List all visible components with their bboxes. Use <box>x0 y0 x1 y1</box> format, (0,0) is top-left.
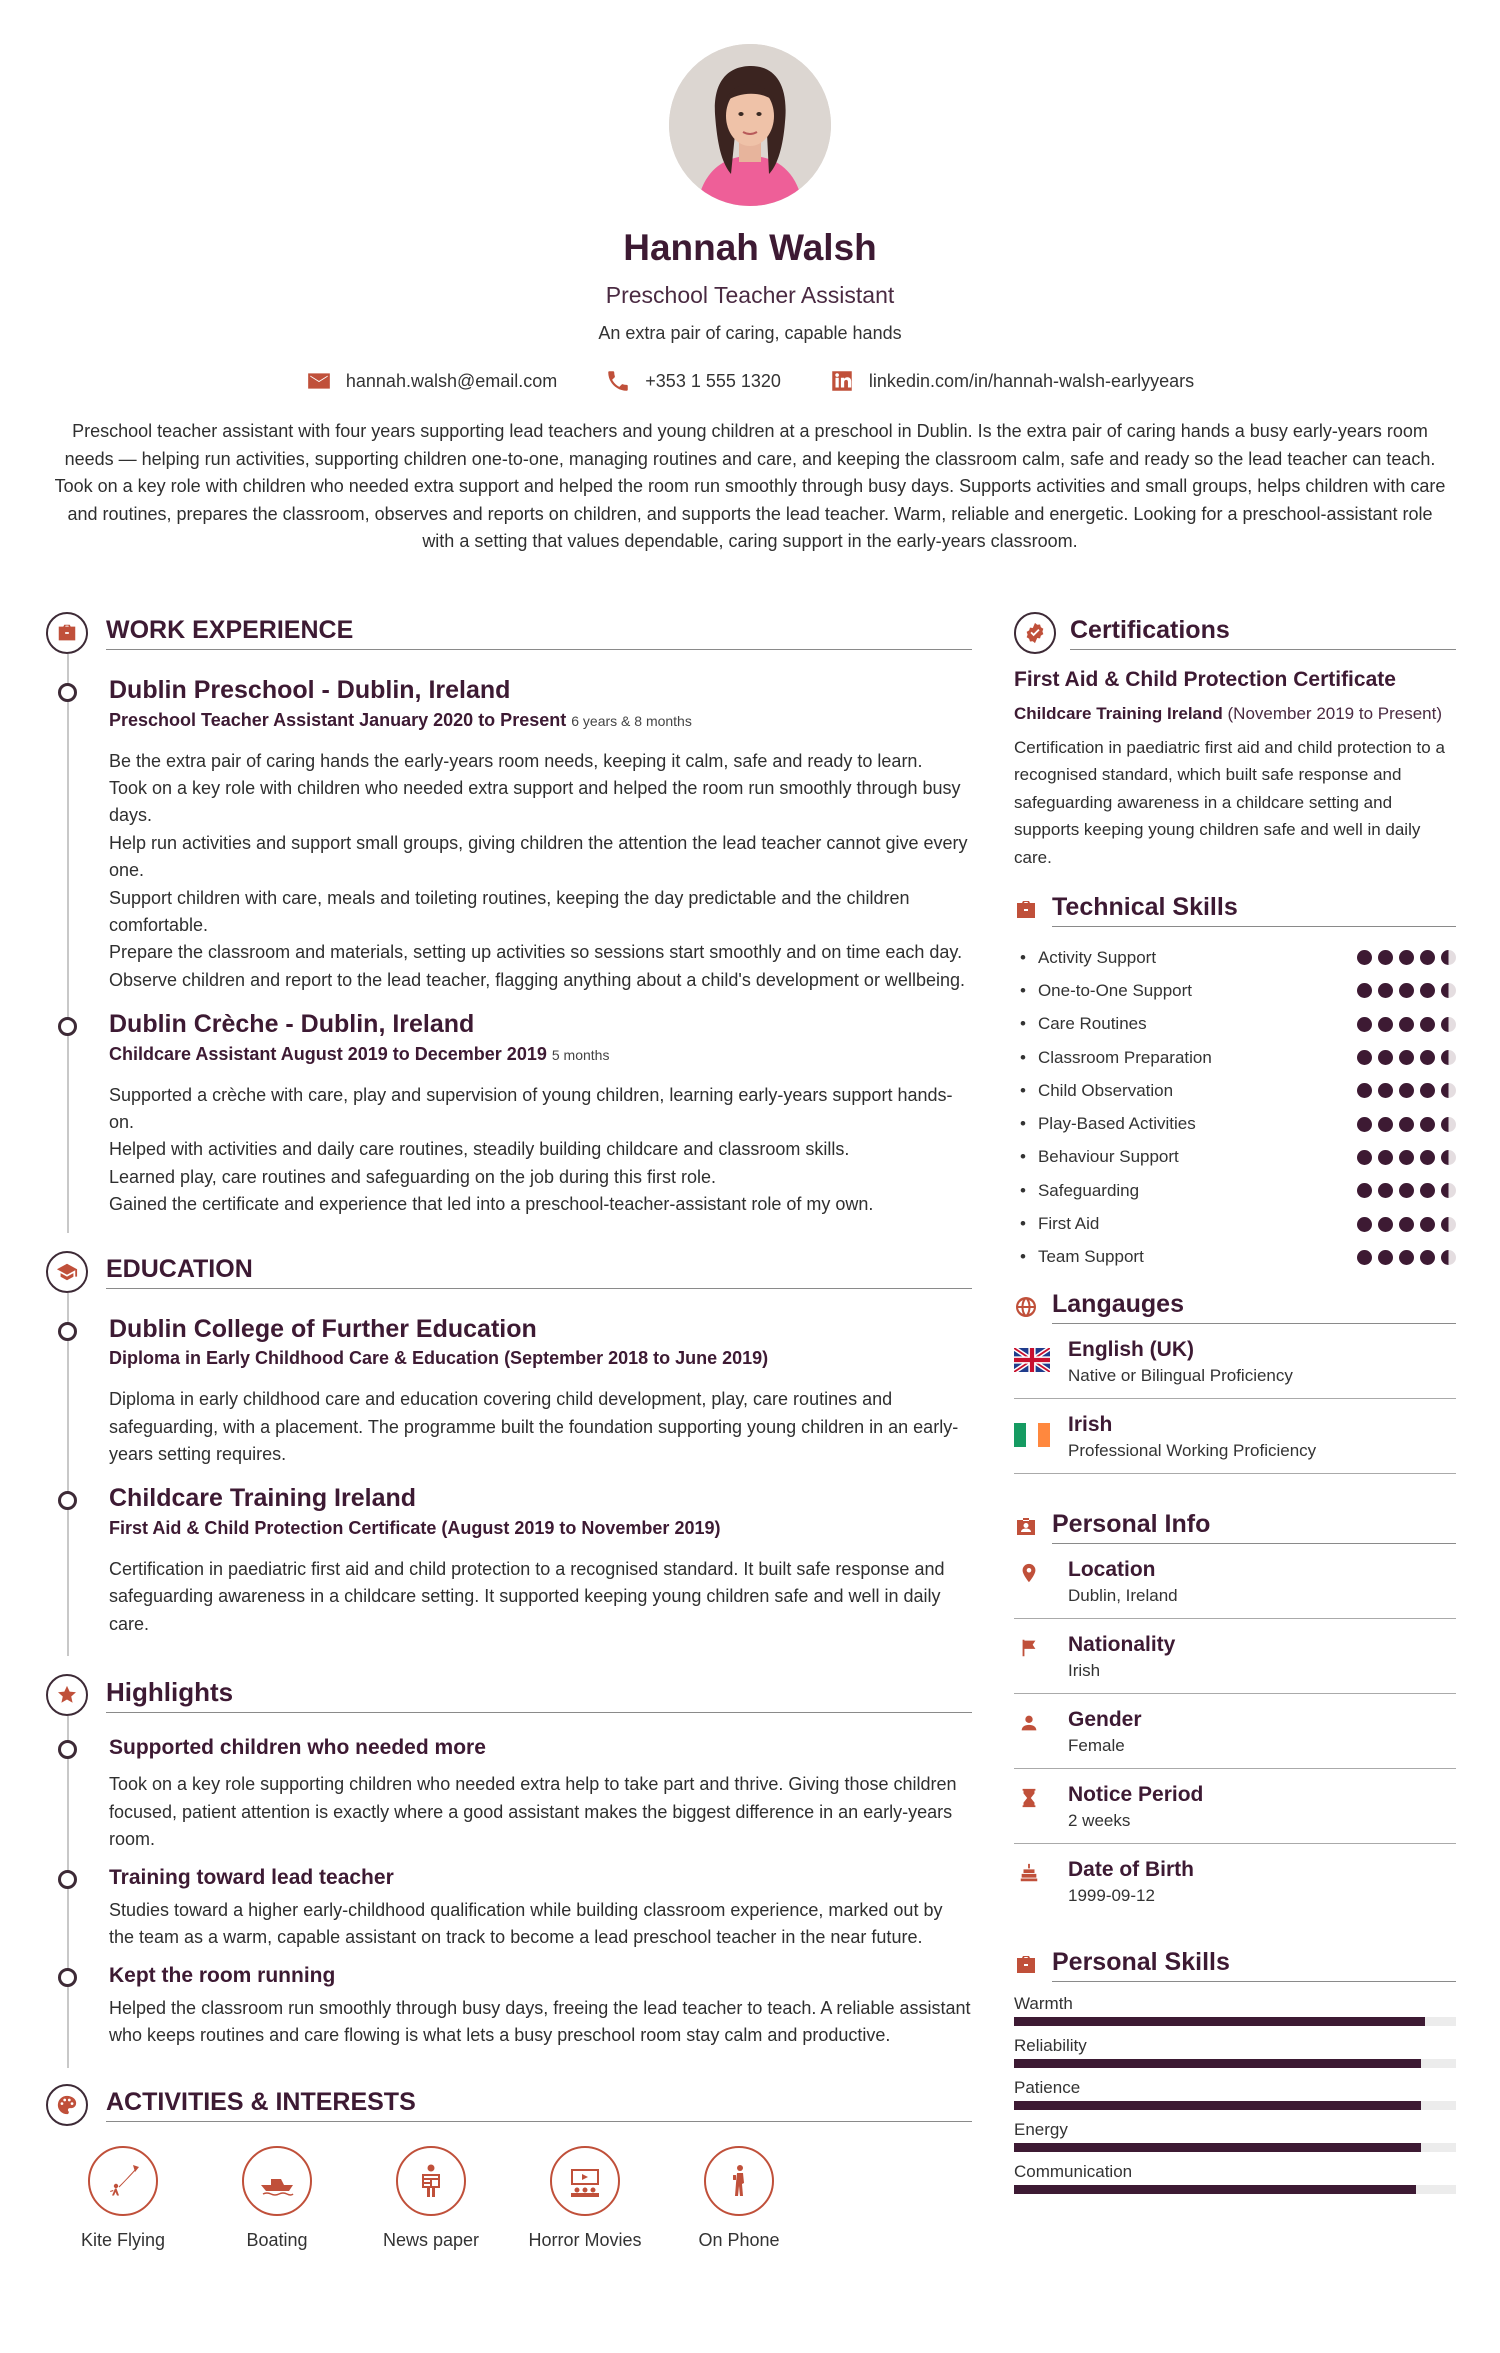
degree: First Aid & Child Protection Certificate <box>109 1517 437 1538</box>
rating-dot <box>1378 1150 1393 1165</box>
personal-skill-fill <box>1014 2017 1425 2026</box>
timeline-dot <box>58 683 77 702</box>
personal-skill-name: Communication <box>1014 2162 1133 2181</box>
info-value: Dublin, Ireland <box>1068 1586 1178 1605</box>
degree-line <box>109 1345 972 1372</box>
timeline-dot <box>58 1322 77 1341</box>
contact-linkedin[interactable] <box>829 368 1194 394</box>
rating-dot <box>1399 950 1414 965</box>
certification-issuer-line <box>1014 702 1456 726</box>
education-desc: Diploma in early childhood care and education covering child development, play, care routines and safeguarding, with a placement. The programme built the foundation supporting young children in an early-years setting requires. <box>109 1389 959 1464</box>
skill-name: • Safeguarding <box>1014 1181 1139 1201</box>
skill-item <box>1014 941 1456 974</box>
info-label: Date of Birth <box>1068 1858 1194 1881</box>
highlight-desc: Studies toward a higher early-childhood qualification while building classroom experience, marked out by the team as a warm, capable assistant on track to become a lead preschool teacher in the near future. <box>109 1899 943 1948</box>
personal-skill-name: Reliability <box>1014 2036 1087 2055</box>
personal-skill-bar <box>1014 2017 1456 2026</box>
info-item-location <box>1014 1544 1456 1619</box>
language-level: Native or Bilingual Proficiency <box>1068 1366 1293 1385</box>
personal-skill-list <box>1014 1994 1456 2194</box>
role-line <box>109 707 972 734</box>
skill-rating <box>1357 1183 1456 1198</box>
personal-skill-bar <box>1014 2143 1456 2152</box>
boat-icon <box>242 2146 312 2216</box>
resume-header <box>0 0 1500 555</box>
rating-dot <box>1420 1217 1435 1232</box>
role-duration: 6 years & 8 months <box>571 712 692 729</box>
activities-section <box>46 2084 972 2251</box>
skill-rating <box>1357 1050 1456 1065</box>
rating-dot <box>1378 1017 1393 1032</box>
timeline-dot <box>58 1740 77 1759</box>
rating-dot <box>1441 1050 1456 1065</box>
section-title: WORK EXPERIENCE <box>106 616 354 644</box>
rating-dot <box>1399 1250 1414 1265</box>
info-label: Notice Period <box>1068 1783 1204 1806</box>
skill-item <box>1014 1008 1456 1041</box>
rating-dot <box>1399 1217 1414 1232</box>
briefcase-icon <box>46 612 88 654</box>
rating-dot <box>1441 950 1456 965</box>
rating-dot <box>1420 1050 1435 1065</box>
personal-skill-bar <box>1014 2185 1456 2194</box>
info-value: Female <box>1068 1736 1125 1755</box>
role-title: Childcare Assistant <box>109 1043 277 1064</box>
globe-icon <box>1014 1295 1038 1319</box>
highlight-entry <box>109 1734 972 1854</box>
duty-item: Support children with care, meals and toileting routines, keeping the day predictable and the children comfortable. <box>109 887 910 935</box>
rating-dot <box>1441 1250 1456 1265</box>
info-label: Nationality <box>1068 1633 1176 1656</box>
language-item <box>1014 1399 1456 1474</box>
work-experience-section <box>46 612 972 1233</box>
rating-dot <box>1357 1017 1372 1032</box>
degree-line <box>109 1515 972 1542</box>
rating-dot <box>1420 1083 1435 1098</box>
rating-dot <box>1357 1217 1372 1232</box>
skill-item <box>1014 1141 1456 1174</box>
personal-skill-item <box>1014 2120 1456 2152</box>
rating-dot <box>1441 1083 1456 1098</box>
certification-issuer: Childcare Training Ireland <box>1014 704 1223 723</box>
rating-dot <box>1357 1083 1372 1098</box>
skill-item <box>1014 974 1456 1007</box>
highlight-desc: Took on a key role supporting children who needed extra help to take part and thrive. Giving those children focused, patient attention is exactly where a good assistant makes the biggest difference in an early-years room. <box>109 1774 957 1850</box>
rating-dot <box>1378 1183 1393 1198</box>
skill-list <box>1014 941 1456 1274</box>
activity-label: News paper <box>382 2229 480 2250</box>
id-card-icon <box>1014 1515 1038 1539</box>
rating-dot <box>1357 1250 1372 1265</box>
skill-item <box>1014 1174 1456 1207</box>
contact-row <box>0 368 1500 394</box>
personal-skill-bar <box>1014 2101 1456 2110</box>
highlight-entry <box>109 1962 972 2050</box>
rating-dot <box>1357 1183 1372 1198</box>
personal-skills-section <box>1014 1948 1456 2194</box>
duty-item: Observe children and report to the lead teacher, flagging anything about a child's development or wellbeing. <box>109 969 965 990</box>
skill-rating <box>1357 1250 1456 1265</box>
rating-dot <box>1420 1250 1435 1265</box>
rating-dot <box>1420 983 1435 998</box>
rating-dot <box>1399 1150 1414 1165</box>
duty-item: Learned play, care routines and safeguarding on the job during this first role. <box>109 1166 717 1187</box>
contact-email[interactable] <box>306 368 557 394</box>
education-entry <box>109 1313 972 1469</box>
rating-dot <box>1378 983 1393 998</box>
skill-item <box>1014 1241 1456 1274</box>
section-title: Certifications <box>1070 616 1230 644</box>
language-item <box>1014 1324 1456 1399</box>
activity-label: Kite Flying <box>80 2229 166 2250</box>
star-badge-icon <box>46 1674 88 1716</box>
personal-skill-name: Energy <box>1014 2120 1068 2139</box>
skill-name: • Child Observation <box>1014 1081 1173 1101</box>
personal-skill-fill <box>1014 2059 1421 2068</box>
timeline-dot <box>58 1017 77 1036</box>
institution: Dublin College of Further Education <box>109 1314 537 1343</box>
avatar <box>669 44 831 206</box>
graduation-cap-icon <box>46 1251 88 1293</box>
activity-item <box>46 2146 200 2251</box>
activity-item <box>354 2146 508 2251</box>
technical-skills-section <box>1014 893 1456 1274</box>
rating-dot <box>1378 1117 1393 1132</box>
toolbox-icon <box>1014 898 1038 922</box>
role-line <box>109 1041 972 1068</box>
contact-phone[interactable] <box>605 368 781 394</box>
duty-list <box>109 748 972 995</box>
duty-list <box>109 1082 972 1219</box>
skill-rating <box>1357 1150 1456 1165</box>
rating-dot <box>1399 1017 1414 1032</box>
rating-dot <box>1420 950 1435 965</box>
highlight-title: Training toward lead teacher <box>109 1865 394 1889</box>
rating-dot <box>1420 1150 1435 1165</box>
rating-dot <box>1378 1217 1393 1232</box>
candidate-name: Hannah Walsh <box>623 227 877 268</box>
personal-skill-fill <box>1014 2185 1416 2194</box>
personal-skill-name: Patience <box>1014 2078 1081 2097</box>
duty-item: Be the extra pair of caring hands the early-years room needs, keeping it calm, safe and ready to learn. <box>109 750 923 771</box>
section-title: Personal Info <box>1052 1510 1211 1538</box>
skill-rating <box>1357 983 1456 998</box>
personal-skill-bar <box>1014 2059 1456 2068</box>
duty-item: Helped with activities and daily care routines, steadily building childcare and classroom skills. <box>109 1139 850 1160</box>
section-title: Personal Skills <box>1052 1948 1230 1976</box>
uk-flag <box>1014 1348 1050 1372</box>
timeline-dot <box>58 1870 77 1889</box>
employer: Dublin Preschool - Dublin, Ireland <box>109 676 511 704</box>
duty-item: Help run activities and support small groups, giving children the attention the lead teacher cannot give every one. <box>109 832 968 881</box>
info-value: 1999-09-12 <box>1068 1886 1155 1905</box>
rating-dot <box>1441 1217 1456 1232</box>
section-title: Highlights <box>106 1677 234 1708</box>
kite-icon <box>88 2146 158 2216</box>
activity-label: On Phone <box>698 2229 780 2250</box>
language-level: Professional Working Proficiency <box>1068 1441 1317 1460</box>
skill-rating <box>1357 1083 1456 1098</box>
rating-dot <box>1420 1117 1435 1132</box>
personal-skill-item <box>1014 1994 1456 2026</box>
highlight-title: Kept the room running <box>109 1963 336 1987</box>
info-item-notice-period <box>1014 1769 1456 1844</box>
role-dates: August 2019 to December 2019 <box>280 1043 547 1064</box>
rating-dot <box>1399 1183 1414 1198</box>
highlights-section <box>46 1674 972 2068</box>
rating-dot <box>1378 1250 1393 1265</box>
newspaper-icon <box>396 2146 466 2216</box>
info-label: Gender <box>1068 1708 1142 1731</box>
activity-item <box>662 2146 816 2251</box>
linkedin-text: linkedin.com/in/hannah-walsh-earlyyears <box>868 370 1195 391</box>
skill-name: • Behaviour Support <box>1014 1147 1179 1167</box>
skill-item <box>1014 1074 1456 1107</box>
phone-text: +353 1 555 1320 <box>645 370 781 391</box>
email-icon <box>306 368 332 394</box>
skill-name: • Activity Support <box>1014 948 1156 968</box>
highlight-title: Supported children who needed more <box>109 1736 486 1760</box>
education-entry <box>109 1482 972 1638</box>
info-value: 2 weeks <box>1068 1811 1131 1830</box>
activity-list <box>46 2146 972 2251</box>
rating-dot <box>1357 1150 1372 1165</box>
rating-dot <box>1399 983 1414 998</box>
institution: Childcare Training Ireland <box>109 1484 417 1513</box>
employer: Dublin Crèche - Dublin, Ireland <box>109 1010 475 1039</box>
activity-label: Horror Movies <box>528 2229 642 2250</box>
toolbox-icon <box>1014 1953 1038 1977</box>
personal-skill-fill <box>1014 2101 1421 2110</box>
language-name: Irish <box>1068 1413 1113 1436</box>
phone-icon <box>605 368 631 394</box>
rating-dot <box>1420 1017 1435 1032</box>
timeline-dot <box>58 1968 77 1987</box>
degree-dates: (August 2019 to November 2019) <box>441 1517 721 1538</box>
tagline: An extra pair of caring, capable hands <box>598 323 902 344</box>
degree: Diploma in Early Childhood Care & Education <box>109 1348 500 1369</box>
education-section <box>46 1251 972 1656</box>
certification-desc: Certification in paediatric first aid and child protection to a recognised standard, which built safe response and safeguarding awareness in a childcare setting and supports keeping young children safe and well in daily care. <box>1014 738 1445 867</box>
activity-label: Boating <box>246 2229 308 2250</box>
rating-dot <box>1357 1117 1372 1132</box>
highlight-entry <box>109 1864 972 1952</box>
rating-dot <box>1357 950 1372 965</box>
rating-dot <box>1357 983 1372 998</box>
left-column <box>46 612 972 2251</box>
rating-dot <box>1357 1050 1372 1065</box>
rating-dot <box>1378 950 1393 965</box>
skill-name: • Care Routines <box>1014 1014 1147 1034</box>
certificate-badge-icon <box>1014 612 1056 654</box>
location-icon <box>1018 1562 1040 1584</box>
info-value: Irish <box>1068 1661 1101 1680</box>
skill-name: • Classroom Preparation <box>1014 1048 1212 1068</box>
person-icon <box>1018 1712 1040 1734</box>
activity-item <box>508 2146 662 2251</box>
rating-dot <box>1399 1117 1414 1132</box>
rating-dot <box>1378 1050 1393 1065</box>
skill-item <box>1014 1108 1456 1141</box>
skill-rating <box>1357 1217 1456 1232</box>
section-title: EDUCATION <box>106 1254 253 1283</box>
role-title: Preschool Teacher Assistant <box>109 709 355 730</box>
languages-section <box>1014 1290 1456 1474</box>
section-title: Langauges <box>1052 1290 1184 1318</box>
rating-dot <box>1441 1017 1456 1032</box>
activity-item <box>200 2146 354 2251</box>
cake-icon <box>1018 1862 1040 1884</box>
duty-item: Prepare the classroom and materials, setting up activities so sessions start smoothly and on time each day. <box>109 942 963 963</box>
degree-dates: (September 2018 to June 2019) <box>504 1348 769 1369</box>
flag-icon <box>1018 1637 1040 1659</box>
email-text: hannah.walsh@email.com <box>345 370 558 391</box>
hourglass-icon <box>1018 1787 1040 1809</box>
personal-skill-item <box>1014 2078 1456 2110</box>
skill-item <box>1014 1207 1456 1240</box>
personal-skill-name: Warmth <box>1014 1994 1073 2013</box>
duty-item: Gained the certificate and experience that led into a preschool-teacher-assistant role of my own. <box>109 1194 874 1215</box>
section-title: ACTIVITIES & INTERESTS <box>106 2087 416 2116</box>
highlight-desc: Helped the classroom run smoothly through busy days, freeing the lead teacher to teach. A reliable assistant who keeps routines and care flowing is what lets a busy preschool room stay calm and productive. <box>109 1998 971 2046</box>
skill-name: • First Aid <box>1014 1214 1099 1234</box>
info-item-nationality <box>1014 1619 1456 1694</box>
work-entry <box>109 1008 972 1219</box>
certification-dates: (November 2019 to Present) <box>1227 704 1443 723</box>
personal-info-section <box>1014 1510 1456 1918</box>
role-duration: 5 months <box>551 1046 610 1063</box>
skill-rating <box>1357 950 1456 965</box>
info-label: Location <box>1068 1558 1156 1581</box>
work-entry <box>109 674 972 994</box>
timeline-dot <box>58 1491 77 1510</box>
cinema-icon <box>550 2146 620 2216</box>
section-title: Technical Skills <box>1052 893 1238 922</box>
rating-dot <box>1441 1150 1456 1165</box>
skill-rating <box>1357 1017 1456 1032</box>
palette-icon <box>46 2084 88 2126</box>
rating-dot <box>1441 1183 1456 1198</box>
right-column <box>1014 612 1456 2204</box>
job-title: Preschool Teacher Assistant <box>605 282 895 309</box>
personal-skill-fill <box>1014 2143 1421 2152</box>
certifications-section <box>1014 612 1456 871</box>
linkedin-icon <box>829 368 855 394</box>
education-desc: Certification in paediatric first aid and child protection to a recognised standard. It built safe response and safeguarding awareness in a childcare setting. It supported keeping young children safe and well in daily care. <box>109 1558 945 1634</box>
personal-skill-item <box>1014 2036 1456 2068</box>
skill-name: • One-to-One Support <box>1014 981 1192 1001</box>
info-item-date-of-birth <box>1014 1844 1456 1918</box>
personal-skill-item <box>1014 2162 1456 2194</box>
rating-dot <box>1399 1050 1414 1065</box>
rating-dot <box>1420 1183 1435 1198</box>
phone-person-icon <box>704 2146 774 2216</box>
rating-dot <box>1441 983 1456 998</box>
rating-dot <box>1399 1083 1414 1098</box>
duty-item: Supported a crèche with care, play and supervision of young children, learning early-years support hands-on. <box>109 1084 953 1133</box>
skill-name: • Play-Based Activities <box>1014 1114 1196 1134</box>
role-dates: January 2020 to Present <box>359 709 567 730</box>
ireland-flag <box>1014 1423 1050 1447</box>
info-item-gender <box>1014 1694 1456 1769</box>
duty-item: Took on a key role with children who needed extra support and helped the room run smoothly through busy days. <box>109 777 961 826</box>
certification-name: First Aid & Child Protection Certificate <box>1014 668 1396 691</box>
rating-dot <box>1378 1083 1393 1098</box>
skill-name: • Team Support <box>1014 1247 1144 1267</box>
skill-rating <box>1357 1117 1456 1132</box>
language-name: English (UK) <box>1068 1338 1194 1361</box>
rating-dot <box>1441 1117 1456 1132</box>
skill-item <box>1014 1041 1456 1074</box>
profile-summary: Preschool teacher assistant with four years supporting lead teachers and young children at a preschool in Dublin. Is the extra pair of caring hands a busy early-years room needs — helping run activities, supporting children one-to-one, managing routines and care, and keeping the classroom calm, safe and ready so the lead teacher can teach. Took on a key role with children who needed extra support and helped the room run smoothly through busy days. Supports activities and small groups, helps children with care and routines, prepares the classroom, observes and reports on children, and supports the lead teacher. Warm, reliable and energetic. Looking for a preschool-assistant role with a setting that values dependable, caring support in the early-years classroom. <box>54 421 1446 552</box>
